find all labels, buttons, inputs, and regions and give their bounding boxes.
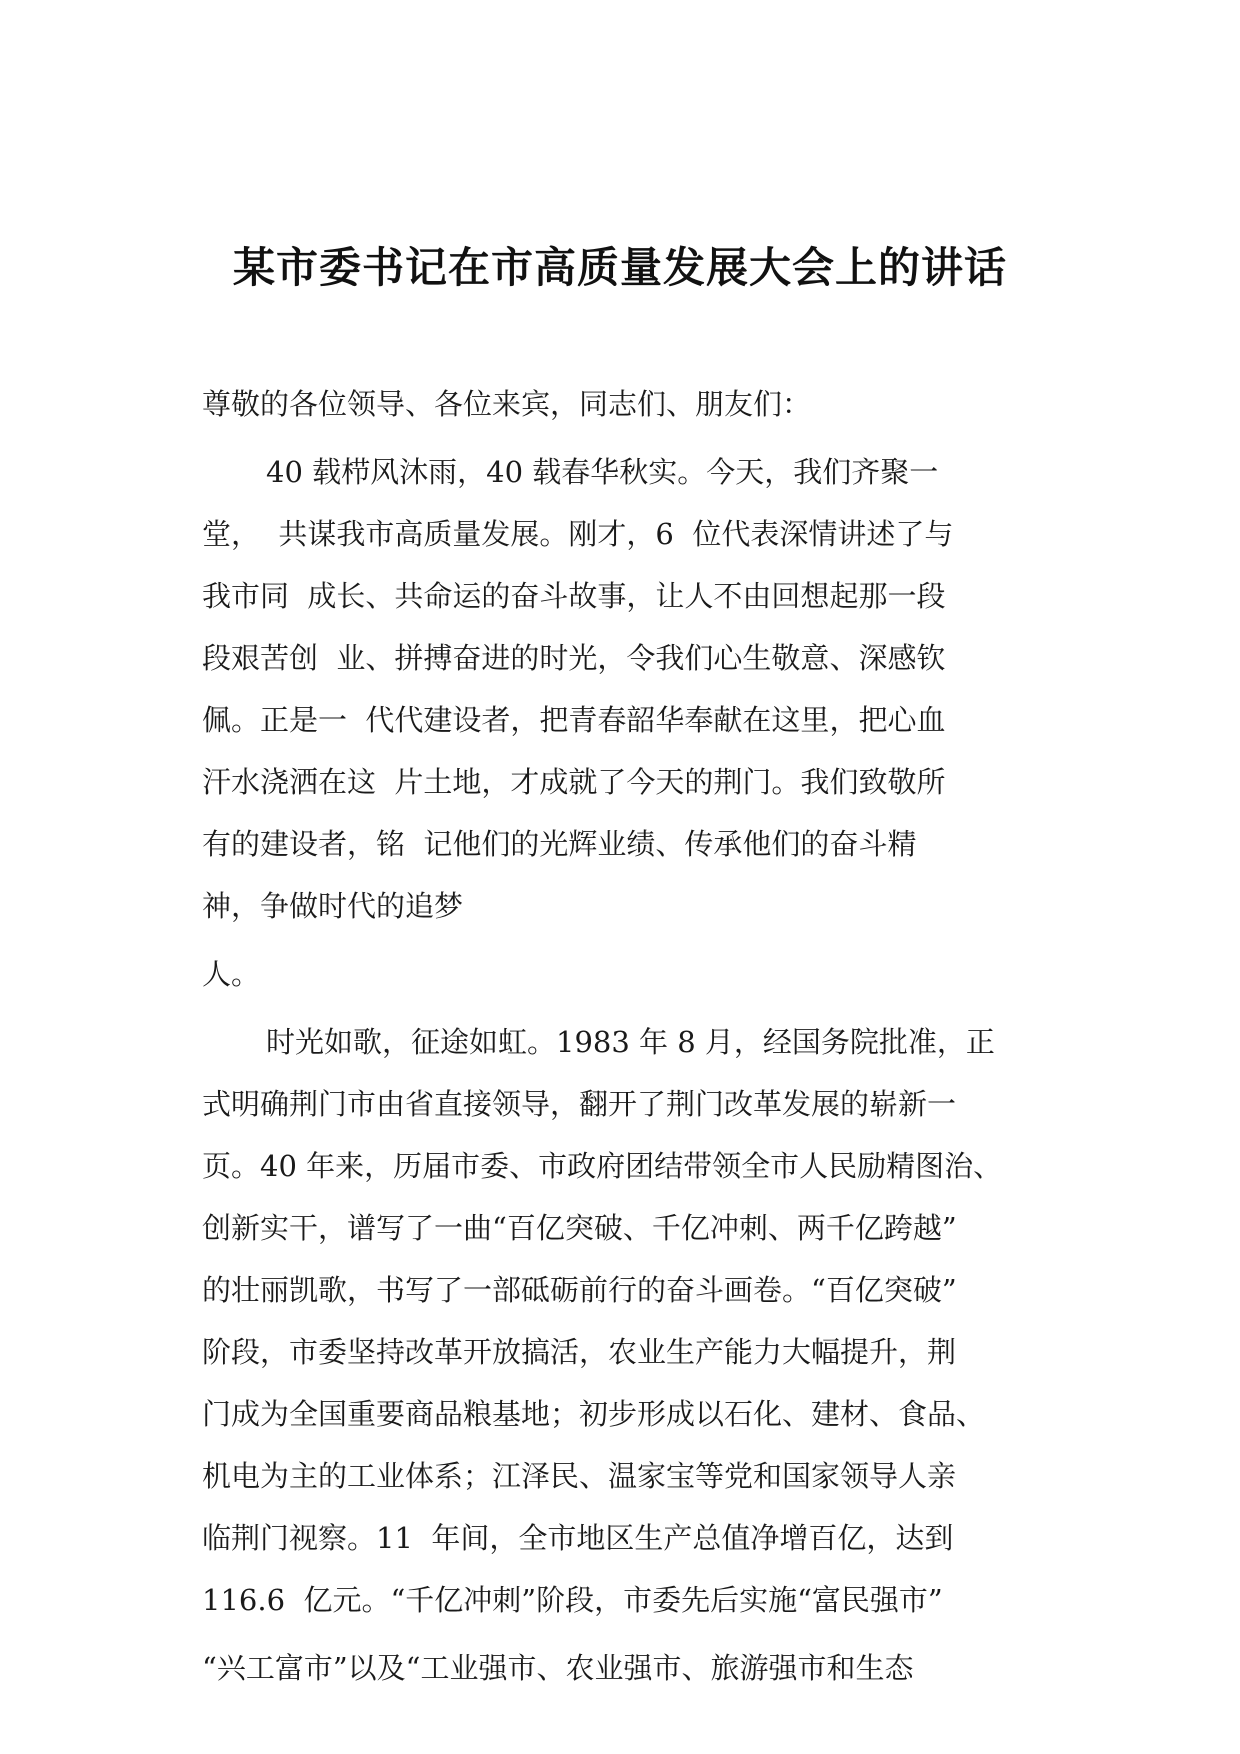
paragraph-2-line: 机电为主的工业体系；江泽民、温家宝等党和国家领导人亲 (202, 1459, 957, 1493)
paragraph-1-line: 佩。正是一 代代建设者，把青春韶华奉献在这里，把心血 (202, 703, 946, 737)
paragraph-1-line: 汗水浇洒在这 片土地，才成就了今天的荆门。我们致敬所 (202, 765, 946, 799)
document-title: 某市委书记在市高质量发展大会上的讲话 (232, 243, 1007, 292)
paragraph-2-line: 阶段，市委坚持改革开放搞活，农业生产能力大幅提升，荆 (202, 1335, 957, 1369)
paragraph-1-line: 堂， 共谋我市高质量发展。刚才，6 位代表深情讲述了与 (202, 517, 954, 551)
paragraph-2-line: 的壮丽凯歌，书写了一部砥砺前行的奋斗画卷。“百亿突破” (202, 1273, 957, 1307)
paragraph-2-line: 临荆门视察。11 年间，全市地区生产总值净增百亿，达到 (202, 1521, 954, 1555)
paragraph-1-line: 段艰苦创 业、拼搏奋进的时光，令我们心生敬意、深感钦 (202, 641, 946, 675)
paragraph-1-line: 40 载栉风沐雨，40 载春华秋实。今天，我们齐聚一 (266, 455, 939, 489)
paragraph-1-line: 我市同 成长、共命运的奋斗故事，让人不由回想起那一段 (202, 579, 946, 613)
paragraph-1-line: 人。 (202, 957, 261, 991)
paragraph-1-line: 神，争做时代的追梦 (202, 889, 464, 923)
paragraph-1-line: 有的建设者，铭 记他们的光辉业绩、传承他们的奋斗精 (202, 827, 917, 861)
paragraph-2-line: 时光如歌，征途如虹。1983 年 8 月，经国务院批准，正 (266, 1025, 995, 1059)
salutation: 尊敬的各位领导、各位来宾，同志们、朋友们： (202, 387, 812, 421)
paragraph-2-line: 页。40 年来，历届市委、市政府团结带领全市人民励精图治、 (202, 1149, 1003, 1183)
paragraph-2-line: 创新实干，谱写了一曲“百亿突破、千亿冲刺、两千亿跨越” (202, 1211, 957, 1245)
paragraph-2-line: “兴工富市”以及“工业强市、农业强市、旅游强市和生态 (202, 1651, 914, 1685)
paragraph-2-line: 式明确荆门市由省直接领导，翻开了荆门改革发展的崭新一 (202, 1087, 957, 1121)
paragraph-2-line: 门成为全国重要商品粮基地；初步形成以石化、建材、食品、 (202, 1397, 986, 1431)
paragraph-2-line: 116.6 亿元。“千亿冲刺”阶段，市委先后实施“富民强市” (202, 1583, 943, 1617)
